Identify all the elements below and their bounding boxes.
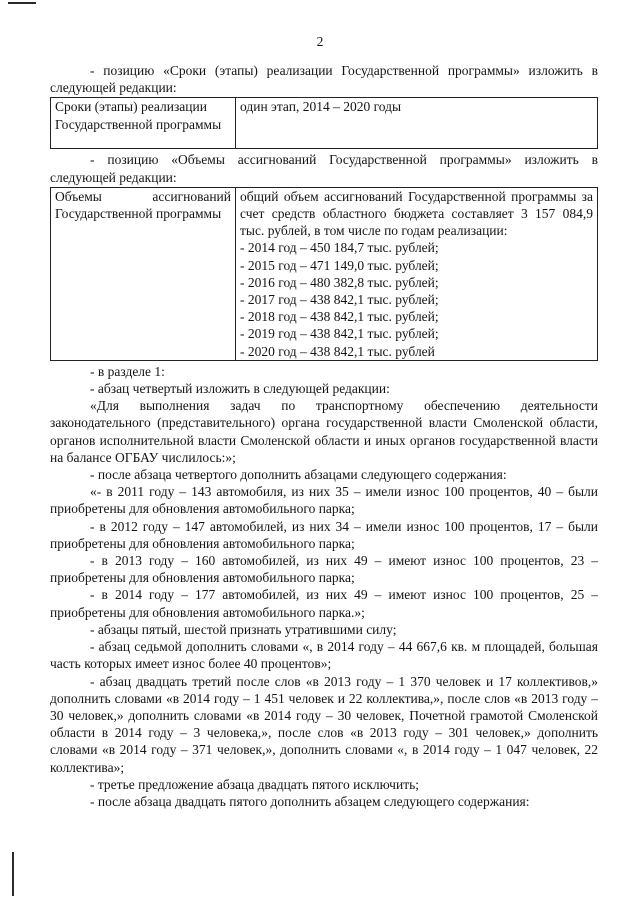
paragraph-after-twenty-fifth: - после абзаца двадцать пятого дополнить абзацем следующего содержания: [90,793,530,809]
funding-year-2015: - 2015 год – 471 149,0 тыс. рублей; [240,257,439,273]
document-body [50,62,598,810]
terms-table [50,97,598,149]
funding-year-2017: - 2017 год – 438 842,1 тыс. рублей; [240,292,439,308]
paragraph-fourth-abzac: - абзац четвертый изложить в следующей редакции: [90,381,390,397]
scan-mark-left [12,852,14,896]
paragraph-2013: - в 2013 году – 160 автомобилей, из них 49 – имеют износ 100 процентов, 23 – приобретены для обновления автомобильного парка; [50,553,598,586]
paragraph-quote-transport: «Для выполнения задач по транспортному обеспечению деятельности законодательного (представительного) органа государственной власти Смоленской области, органов исполнительной власти Смоленской области и иных органов государственной власти на балансе ОГБАУ числилось:»; [50,398,598,465]
funding-table [50,187,598,361]
terms-value-cell: один этап, 2014 – 2020 годы [236,98,598,149]
funding-year-2016: - 2016 год – 480 382,8 тыс. рублей; [240,274,439,290]
funding-year-2018: - 2018 год – 438 842,1 тыс. рублей; [240,309,439,325]
funding-year-2020: - 2020 год – 438 842,1 тыс. рублей [240,343,435,359]
paragraph-twenty-third: - абзац двадцать третий после слов «в 2013 году – 1 370 человек и 17 коллективов,» дополнить словами «в 2014 году – 1 451 человек и 22 коллектива,», после слов «в 2013 году – 30 человек,» дополнить словами «в 2014 году – 30 человек, Почетной грамотой Смоленской области в 2014 году – 3 человека,», после слов «в 2013 году – 301 человек,» дополнить словами «в 2014 году – 371 человек,», дополнить словами «, в 2014 году – 1 047 человек, 22 коллектива»; [50,673,598,775]
terms-label-cell: Сроки (этапы) реализации Государственной программы [51,98,236,149]
page-number: 2 [316,34,324,49]
funding-value-cell [236,187,598,360]
section1-intro: - позицию «Сроки (этапы) реализации Государственной программы» изложить в следующей редакции: [50,63,598,96]
funding-total-text: общий объем ассигнований Государственной программы за счет средств областного бюджета составляет 3 157 084,9 тыс. рублей, в том числе по годам реализации: [240,188,593,239]
funding-label-cell: Объемы ассигнований Государственной программы [51,187,236,360]
terms-table-row [51,98,598,149]
paragraph-section1: - в разделе 1: [90,363,165,379]
paragraph-seventh: - абзац седьмой дополнить словами «, в 2014 году – 44 667,6 кв. м площадей, большая часть которых имеет износ более 40 процентов»; [50,639,598,672]
paragraph-2014: - в 2014 году – 177 автомобилей, из них 49 – имеют износ 100 процентов, 25 – приобретены для обновления автомобильного парка.»; [50,587,598,620]
section2-intro: - позицию «Объемы ассигнований Государственной программы» изложить в следующей редакции: [50,152,598,185]
paragraph-2012: - в 2012 году – 147 автомобилей, из них 34 – имели износ 100 процентов, 17 – были приобретены для обновления автомобильного парка; [50,518,598,551]
paragraph-2011: «- в 2011 году – 143 автомобиля, из них 35 – имели износ 100 процентов, 40 – были приобретены для обновления автомобильного парка; [50,484,598,517]
paragraph-fifth-sixth: - абзацы пятый, шестой признать утратившими силу; [90,621,397,637]
funding-year-2014: - 2014 год – 450 184,7 тыс. рублей; [240,240,439,256]
scan-mark-top [8,2,36,4]
paragraph-add-after-fourth: - после абзаца четвертого дополнить абзацами следующего содержания: [90,467,507,483]
paragraph-twenty-fifth-exclude: - третье предложение абзаца двадцать пятого исключить; [90,776,420,792]
funding-table-row [51,187,598,360]
funding-year-2019: - 2019 год – 438 842,1 тыс. рублей; [240,326,439,342]
